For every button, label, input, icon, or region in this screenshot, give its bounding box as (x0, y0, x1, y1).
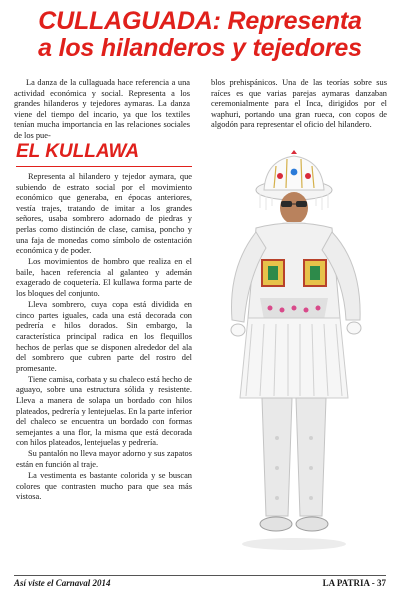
page-headline (14, 8, 386, 62)
body-paragraph-5: Su pantalón no lleva mayor adorno y sus zapatos están en función al traje. (16, 449, 192, 470)
article-body (16, 172, 192, 503)
intro-paragraph-right: blos prehispánicos. Una de las teorías sobre sus raíces es que varias parejas aymaras danzaban ceremonialmente para el Inca, dirigidos por el waphuri, portando una gran rueca, con copos de algodón para representar el oficio del hilandero. (211, 78, 387, 130)
body-paragraph-2: Los movimientos de hombro que realiza en el baile, hacen referencia al galanteo y ademán exagerado de coquetería. El kullawa forma parte de los bloques del conjunto. (16, 257, 192, 299)
body-paragraph-3: Lleva sombrero, cuya copa está dividida en cinco partes iguales, cada una está decorada con pedrería e hilos dorados. Sin embargo, la característica principal radica en los flequillos hechos de perlas que se disponen alrededor del ala del sombrero que cubren parte del rostro del promesante. (16, 300, 192, 373)
dancer-photo (194, 148, 394, 558)
headline-line-1: CULLAGUADA: Representa (38, 7, 362, 35)
body-paragraph-4: Tiene camisa, corbata y su chaleco está hecho de aguayo, sobre una estructura sólida y resistente. Lleva a manera de solapa un bordado con hilos plateados, pedrería y lentejuelas. En la parte inferior del chaleco se encuentra un bordado con formas semejantes a una flor, la misma que está decorada con hilos plateados, lentejuelas y pedrería. (16, 374, 192, 448)
section-title: EL KULLAWA (16, 141, 140, 162)
body-paragraph-1: Representa al hilandero y tejedor aymara, que subiendo de estrato social por el movimiento económico que generaba, en épocas anteriores, vestía trajes, tratando de imitar a los grandes señores, usaba sombrero adornado de piedras y perlas como distinción de clase, camisa, poncho y una faja de monedas como símbolo de ostentación económica y de poder. (16, 172, 192, 256)
headline-line-2: a los hilanderos y tejedores (38, 34, 362, 62)
section-divider (16, 166, 192, 167)
intro-column-right (211, 78, 387, 131)
footer-divider (14, 575, 386, 576)
footer-page-number: LA PATRIA - 37 (322, 578, 386, 588)
intro-column-left (14, 78, 190, 142)
body-paragraph-6: La vestimenta es bastante colorida y se buscan colores que contrasten mucho para que sea más vistosa. (16, 471, 192, 502)
intro-paragraph-left: La danza de la cullaguada hace referencia a una actividad económica y social. Representa a los grandes hilanderos y tejedores aymaras. La danza viene del tiempo del incario, ya que los textiles tenían mucha importancia en las relaciones sociales de los pue- (14, 78, 190, 140)
footer-publication: Así viste el Carnaval 2014 (14, 578, 111, 588)
